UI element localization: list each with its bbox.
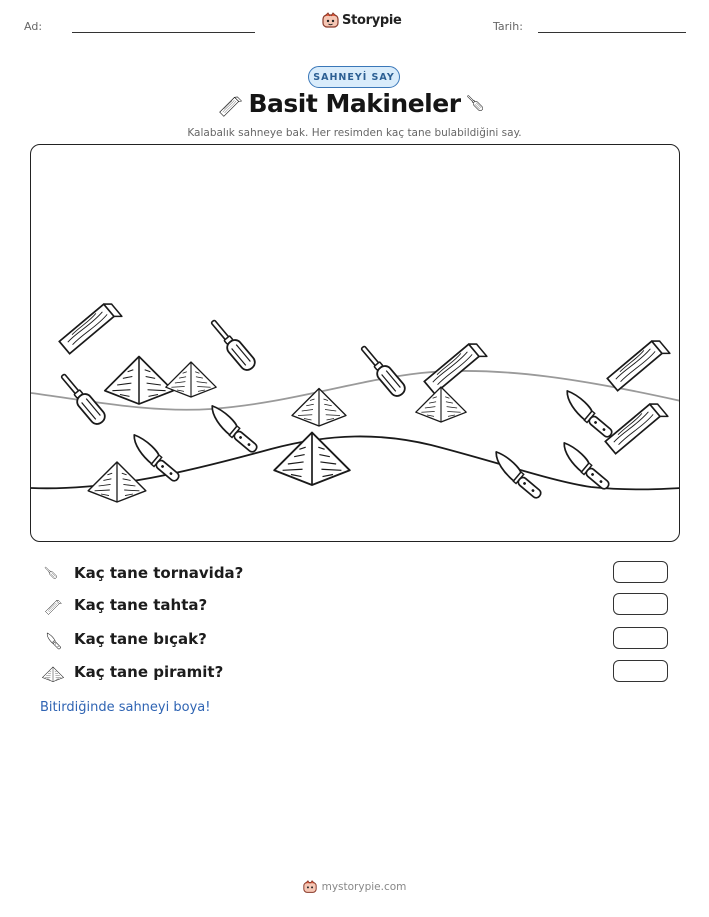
pyramid-icon [274, 433, 350, 486]
question-text: Kaç tane piramit? [74, 663, 224, 681]
counting-scene [30, 144, 680, 542]
activity-badge: SAHNEYİ SAY [308, 66, 400, 88]
knife-icon [557, 441, 613, 491]
question-pyramid [40, 660, 670, 686]
date-field[interactable] [538, 32, 686, 33]
screwdriver-icon [357, 342, 408, 398]
pyramid-icon [88, 462, 146, 502]
name-field[interactable] [72, 32, 255, 33]
question-text: Kaç tane tornavida? [74, 564, 244, 582]
pyramid-icon [292, 389, 346, 427]
plank-icon [424, 340, 487, 397]
screwdriver-icon [207, 316, 258, 372]
screwdriver-icon [40, 562, 66, 588]
plank-icon [40, 594, 66, 620]
screwdriver-icon [462, 90, 494, 122]
finish-instruction: Bitirdiğinde sahneyi boya! [40, 700, 211, 715]
brand-name: Storypie [342, 13, 402, 28]
question-screwdriver [40, 561, 670, 587]
knife-icon [40, 628, 66, 654]
pyramid-icon [166, 362, 216, 397]
answer-box-plank[interactable] [613, 593, 668, 615]
plank-icon [605, 400, 668, 457]
answer-box-knife[interactable] [613, 627, 668, 649]
footer-url[interactable]: mystorypie.com [321, 881, 407, 893]
question-knife [40, 627, 670, 653]
pyramid-icon [40, 661, 66, 687]
footer [0, 880, 709, 894]
plank-icon [59, 300, 122, 357]
instructions: Kalabalık sahneye bak. Her resimden kaç tane bulabildiğini say. [187, 127, 522, 139]
knife-icon [127, 433, 183, 483]
pyramid-icon [105, 357, 173, 405]
question-text: Kaç tane tahta? [74, 596, 208, 614]
pyramid-icon [416, 387, 466, 422]
answer-box-screwdriver[interactable] [613, 561, 668, 583]
brand [322, 12, 402, 29]
storypie-logo-icon [322, 12, 339, 29]
knife-icon [560, 389, 616, 439]
plank-icon [607, 337, 670, 394]
page-title: Basit Makineler [248, 89, 461, 118]
storypie-logo-icon [303, 880, 317, 894]
date-label: Tarih: [493, 20, 523, 33]
scene-illustration [31, 145, 680, 542]
knife-icon [205, 404, 261, 454]
name-label: Ad: [24, 20, 43, 33]
answer-box-pyramid[interactable] [613, 660, 668, 682]
question-text: Kaç tane bıçak? [74, 630, 207, 648]
question-plank [40, 593, 670, 619]
